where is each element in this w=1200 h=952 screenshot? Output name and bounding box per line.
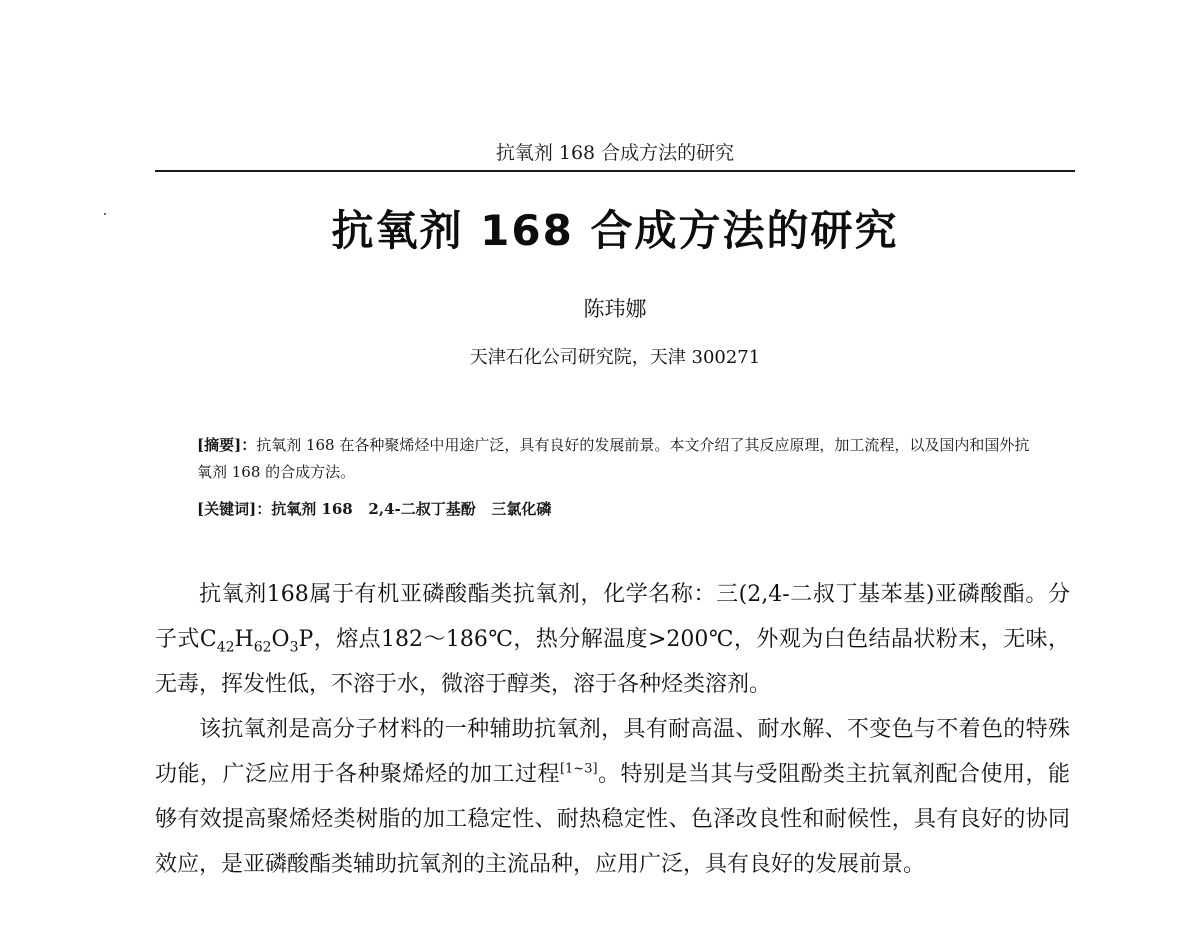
paragraph-text: P，熔点182～186℃，热分解温度>200℃，外观为白色结晶状粉末，无味，无毒，挥发性低，不溶于水，微溶于醇类，溶于各种烃类溶剂。 <box>155 627 1070 697</box>
paper-title: 抗氧剂 168 合成方法的研究 <box>331 206 899 255</box>
scan-speck <box>104 213 106 215</box>
paragraph-text: 。特别是当其与受阻酚类主抗氧剂配合使用，能够有效提高聚烯烃类树脂的加工稳定性、耐热稳定性、色泽改良性和耐候性，具有良好的协同效应，是亚磷酸酯类辅助抗氧剂的主流品种，应用广泛，具有良好的发展前景。 <box>155 762 1070 877</box>
body-paragraph-2 <box>155 707 1070 887</box>
formula-subscript: 62 <box>253 639 272 656</box>
keyword-term: 2,4-二叔丁基酚 <box>368 500 476 518</box>
paragraph-text: H <box>234 627 254 652</box>
formula-subscript: 42 <box>216 639 235 656</box>
paragraph-text: O <box>271 627 290 652</box>
keywords-label: [关键词]： <box>197 500 272 518</box>
header-rule <box>155 170 1075 172</box>
author-name: 陈玮娜 <box>583 297 647 321</box>
abstract-label: [摘要]： <box>197 436 257 454</box>
keyword-term: 抗氧剂 168 <box>271 500 353 518</box>
abstract-text: 抗氧剂 168 在各种聚烯烃中用途广泛，具有良好的发展前景。本文介绍了其反应原理，加工流程，以及国内和国外抗氧剂 168 的合成方法。 <box>197 436 1030 481</box>
paragraph-text: 抗氧剂168属于有机亚磷酸酯类抗氧剂，化学名称：三(2,4-二叔丁基苯基)亚磷酸酯。分子式C <box>155 582 1070 652</box>
keywords-block <box>197 496 1037 523</box>
formula-subscript: 3 <box>289 639 299 656</box>
keyword-term: 三氯化磷 <box>491 500 552 518</box>
paragraph-text: 该抗氧剂是高分子材料的一种辅助抗氧剂，具有耐高温、耐水解、不变色与不着色的特殊功能，广泛应用于各种聚烯烃的加工过程 <box>155 717 1070 787</box>
citation-reference: [1~3] <box>559 761 598 777</box>
body-paragraph-1 <box>155 572 1070 707</box>
running-header: 抗氧剂 168 合成方法的研究 <box>495 142 735 164</box>
body-text <box>155 572 1070 887</box>
author-affiliation: 天津石化公司研究院，天津 300271 <box>469 347 761 368</box>
abstract-block <box>197 432 1037 486</box>
